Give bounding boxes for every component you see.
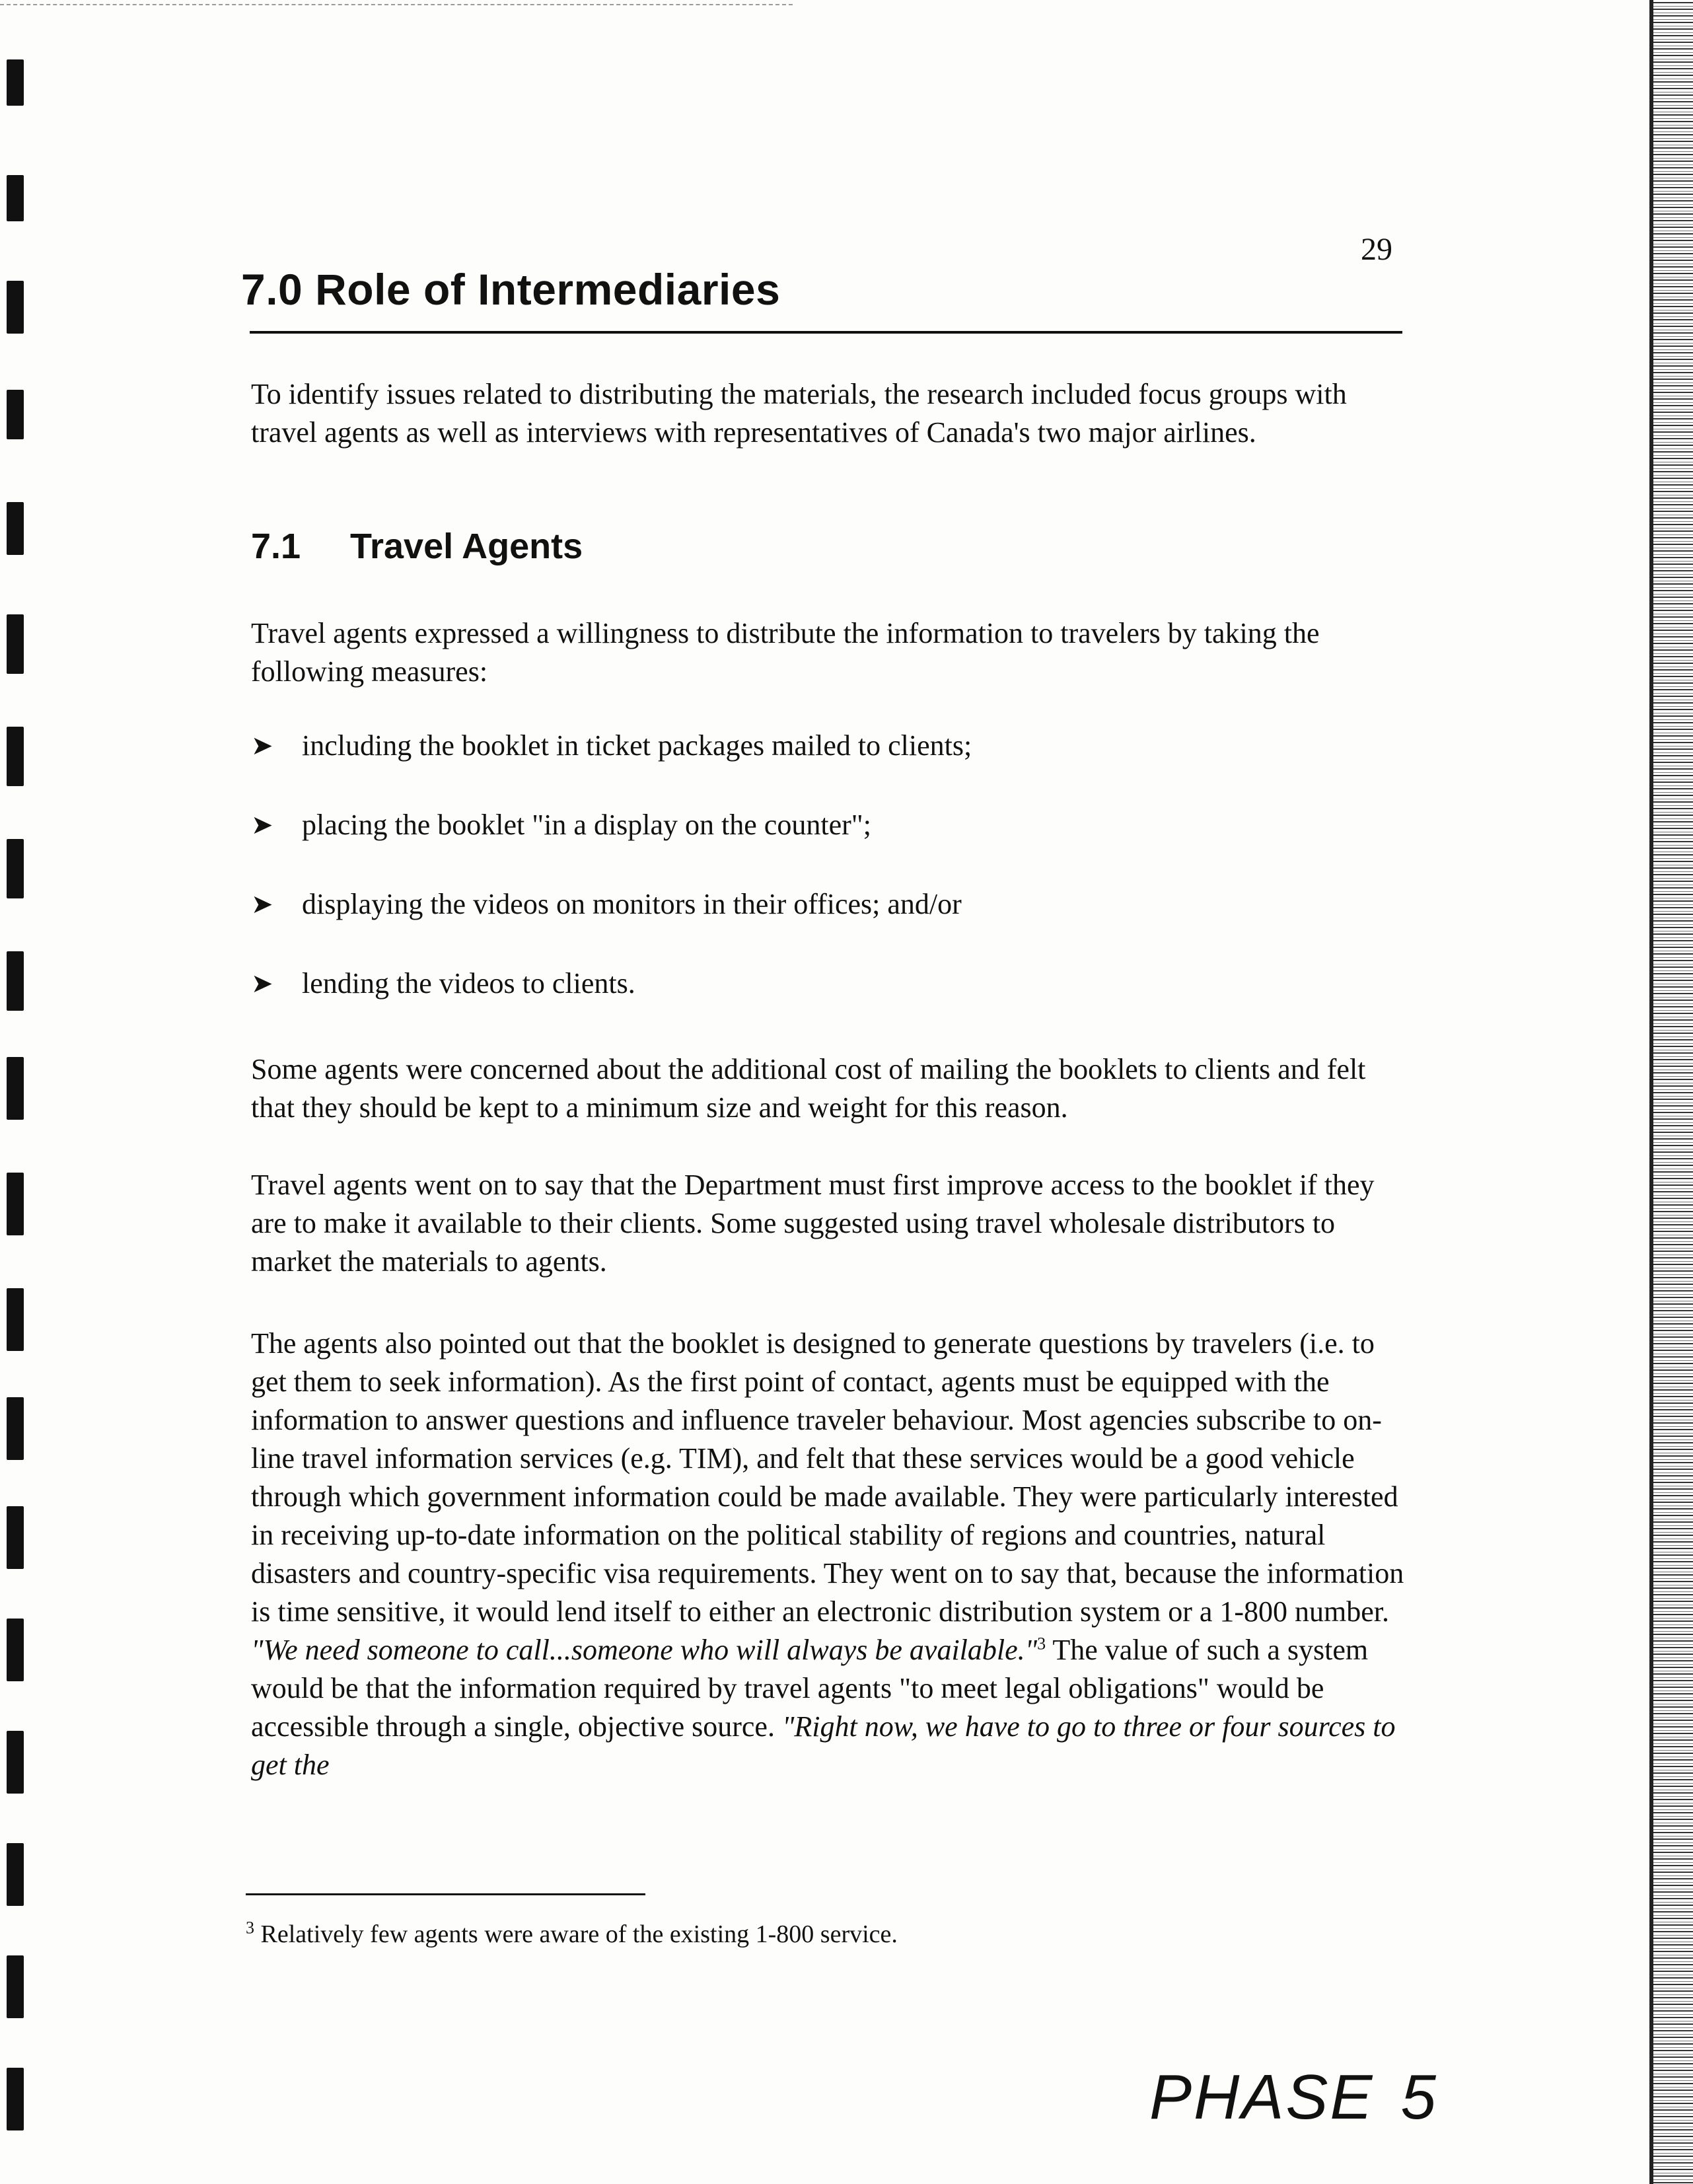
binder-hole-mark	[7, 1288, 24, 1351]
chapter-title: 7.0 Role of Intermediaries	[241, 265, 781, 314]
footnote	[246, 1919, 898, 1949]
section-title: Travel Agents	[350, 527, 583, 566]
arrow-bullet-icon: ➤	[251, 731, 273, 761]
scan-artifact-top	[0, 4, 793, 5]
list-item-text: displaying the videos on monitors in their offices; and/or	[302, 888, 962, 920]
binder-hole-mark	[7, 390, 24, 439]
arrow-bullet-icon: ➤	[251, 968, 273, 999]
phase-label: PHASE	[1149, 2062, 1375, 2132]
list-item-text: including the booklet in ticket packages mailed to clients;	[302, 729, 972, 762]
lead-paragraph: Travel agents expressed a willingness to distribute the information to travelers by taking the following measures:	[251, 617, 1320, 688]
binder-holes	[0, 0, 40, 2184]
binder-hole-mark	[7, 2068, 24, 2130]
binder-hole-mark	[7, 839, 24, 898]
list-item-text: placing the booklet "in a display on the counter";	[302, 809, 871, 841]
binder-hole-mark	[7, 175, 24, 221]
quote-someone-to-call: "We need someone to call...someone who will always be available."	[251, 1634, 1038, 1666]
footnote-marker: 3	[246, 1918, 254, 1938]
footnote-separator	[246, 1893, 645, 1895]
intro-paragraph: To identify issues related to distributing the materials, the research included focus groups with travel agents as well as interviews with representatives of Canada's two major airlines.	[251, 378, 1347, 449]
list-item	[251, 965, 972, 1044]
list-item	[251, 885, 972, 965]
binder-hole-mark	[7, 727, 24, 786]
section-heading	[251, 527, 583, 565]
questions-paragraph	[251, 1325, 1407, 1784]
binder-hole-mark	[7, 281, 24, 334]
binder-hole-mark	[7, 1173, 24, 1235]
list-item	[251, 806, 972, 885]
binder-hole-mark	[7, 614, 24, 674]
cost-concern-paragraph: Some agents were concerned about the additional cost of mailing the booklets to clients and felt that they should be kept to a minimum size and weight for this reason.	[251, 1053, 1366, 1124]
binder-hole-mark	[7, 1057, 24, 1120]
arrow-bullet-icon: ➤	[251, 889, 273, 920]
page-number: 29	[1361, 232, 1392, 267]
binder-hole-mark	[7, 1731, 24, 1794]
chapter-title-rule	[250, 331, 1402, 334]
section-number: 7.1	[251, 527, 301, 566]
phase-footer	[1149, 2061, 1438, 2134]
binder-hole-mark	[7, 1619, 24, 1681]
binder-hole-mark	[7, 951, 24, 1011]
footnote-reference[interactable]: 3	[1037, 1634, 1046, 1654]
quote-three-or-four-sources: "Right now, we have to go to three or four sources to get the	[251, 1710, 1396, 1781]
phase-number: 5	[1400, 2062, 1438, 2132]
list-item-text: lending the videos to clients.	[302, 967, 635, 1000]
binder-hole-mark	[7, 59, 24, 106]
binder-hole-mark	[7, 1397, 24, 1460]
list-item	[251, 727, 972, 806]
questions-text-part2: The value of such a system would be that the information required by travel agents "to meet legal obligations" would be accessible through a single, objective source.	[251, 1634, 1369, 1743]
binder-hole-mark	[7, 1506, 24, 1569]
arrow-bullet-icon: ➤	[251, 810, 273, 840]
binder-hole-mark	[7, 1955, 24, 2018]
questions-text-part1: The agents also pointed out that the booklet is designed to generate questions by travelers (i.e. to get them to seek information). As the first point of contact, agents must be equipped with the information to answer questions and influence traveler behaviour. Most agencies subscribe to on-line travel information services (e.g. TIM), and felt that these services would be a good vehicle through which government information could be made available. They were particularly interested in receiving up-to-date information on the political stability of regions and countries, natural disasters and country-specific visa requirements. They went on to say that, because the information is time sensitive, it would lend itself to either an electronic distribution system or a 1-800 number.	[251, 1327, 1404, 1628]
binder-hole-mark	[7, 502, 24, 555]
page-binding-edge	[1649, 0, 1693, 2184]
footnote-text: Relatively few agents were aware of the existing 1-800 service.	[260, 1920, 898, 1948]
access-paragraph: Travel agents went on to say that the Department must first improve access to the booklet if they are to make it available to their clients. Some suggested using travel wholesale distributors to market the materials to agents.	[251, 1169, 1375, 1278]
measures-list	[251, 727, 972, 1044]
binder-hole-mark	[7, 1843, 24, 1906]
